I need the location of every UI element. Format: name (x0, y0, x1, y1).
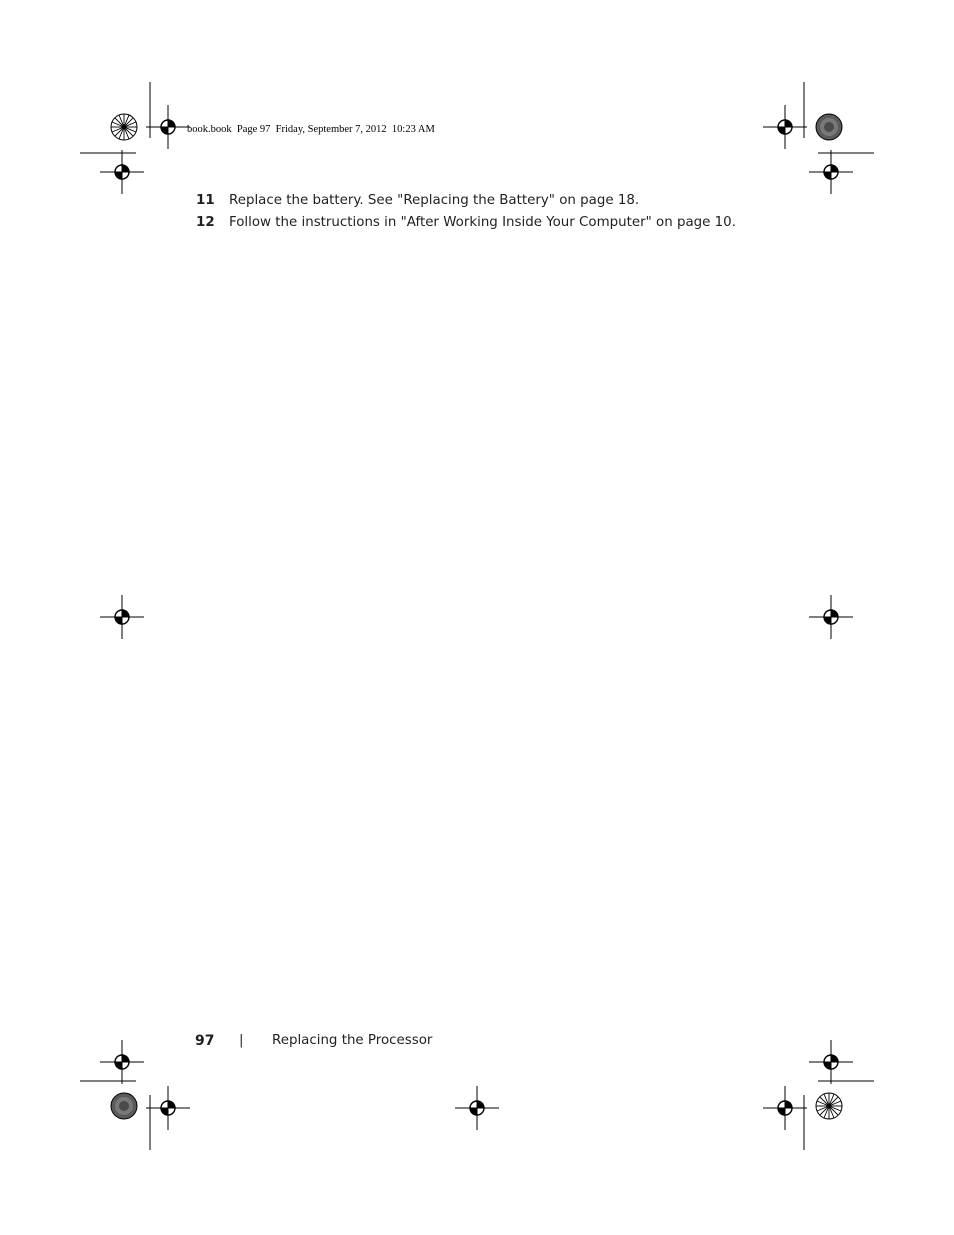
color-bar-wheel-icon (816, 114, 842, 140)
registration-mark-icon (146, 105, 190, 149)
step-text: Replace the battery. See "Replacing the Battery" on page 18. (229, 193, 640, 208)
registration-mark-icon (809, 595, 853, 639)
registration-mark-icon (455, 1086, 499, 1130)
print-slug-header: book.book Page 97 Friday, September 7, 2012 10:23 AM (187, 124, 435, 135)
section-title: Replacing the Processor (272, 1033, 433, 1048)
step-text: Follow the instructions in "After Working Inside Your Computer" on page 10. (229, 215, 736, 230)
step-number: 11 (196, 193, 215, 208)
registration-mark-icon (763, 105, 807, 149)
color-bar-wheel-icon (111, 1093, 137, 1119)
color-bar-wheel-icon (111, 114, 137, 140)
instruction-step (196, 214, 736, 232)
footer-divider: | (239, 1033, 244, 1048)
registration-mark-icon (763, 1086, 807, 1130)
registration-mark-icon (100, 1040, 144, 1084)
registration-mark-icon (146, 1086, 190, 1130)
step-number: 12 (196, 215, 215, 230)
page-number: 97 (195, 1033, 215, 1049)
registration-mark-icon (809, 1040, 853, 1084)
registration-mark-icon (100, 595, 144, 639)
color-bar-wheel-icon (816, 1093, 842, 1119)
crop-marks (80, 82, 874, 1150)
registration-mark-icon (809, 150, 853, 194)
registration-mark-icon (100, 150, 144, 194)
instruction-step (196, 192, 639, 210)
